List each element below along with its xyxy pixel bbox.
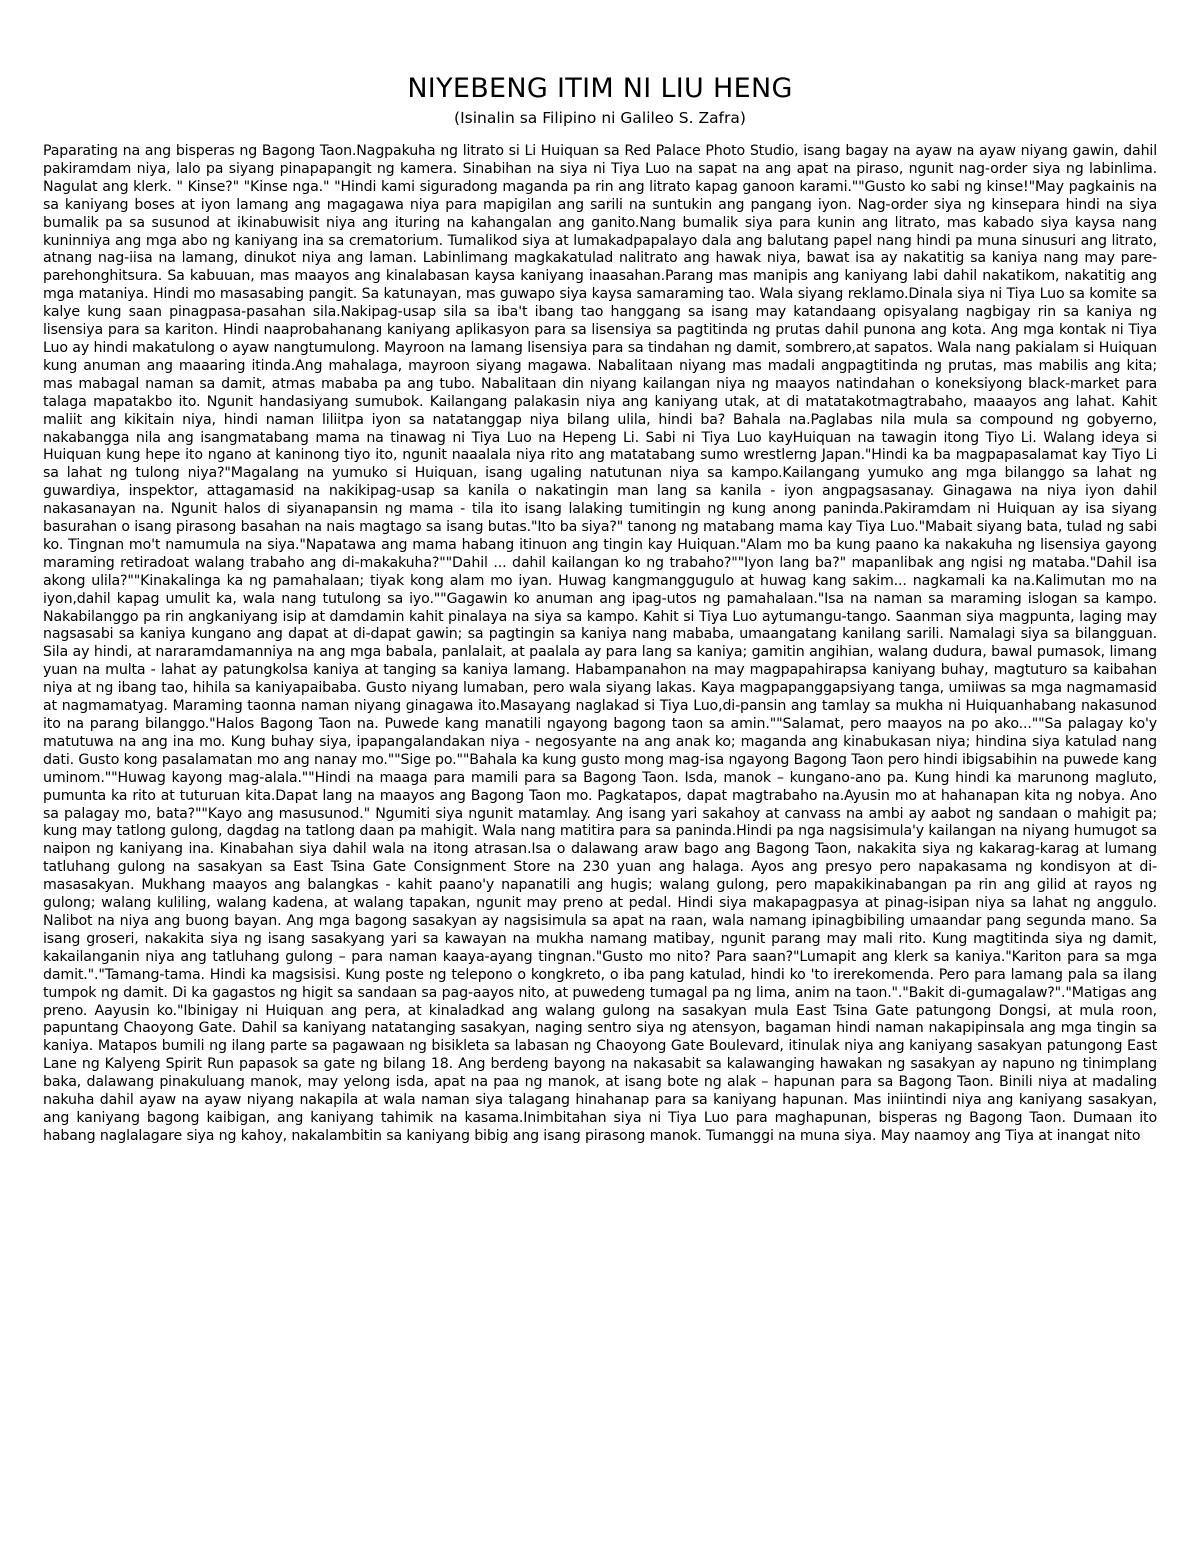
document-subtitle: (Isinalin sa Filipino ni Galileo S. Zafra) (454, 109, 746, 127)
document-page (43, 70, 1157, 1146)
body-paragraph: Paparating na ang bisperas ng Bagong Taon.Nagpakuha ng litrato si Li Huiquan sa Red Palace Photo Studio, isang bagay na ayaw na ayaw niyang gawin, dahil pakiramdam niya, lalo pa siyang pinapapangit ng kamera. Sinabihan na siya ni Tiya Luo na sapat na ang apat na piraso, ngunit nag-order siya ng labinlima. Nagulat ang klerk. " Kinse?" "Kinse nga." "Hindi kami siguradong maganda pa rin ang litrato kapag ganoon karami.""Gusto ko sabi ng kinse!"May pagkainis na sa kaniyang boses at iyon lamang ang magagawa niya para mapigilan ang sarili na suntukin ang pangang iyon. Nag-order siya ng kinsepara hindi na siya bumalik pa sa susunod at ikinabuwisit niya ang ituring na kahangalan ang ganito.Nang bumalik siya para kunin ang litrato, mas kabado siya kaysa nang kuninniya ang mga abo ng kaniyang ina sa crematorium. Tumalikod siya at lumakadpapalayo dala ang balutang papel nang hindi pa muna sinusuri ang litrato, atnang nag-iisa na lamang, dinukot niya ang laman. Labinlimang magkakatulad nalitrato ang hawak niya, bawat isa ay nakatitig sa kaniya nang may pare-parehonghitsura. Sa kabuuan, mas maayos ang kinalabasan kaysa kaniyang inaasahan.Parang mas manipis ang kaniyang labi dahil nakatikom, nakatitig ang mga mataniya. Hindi mo masasabing pangit. Sa katunayan, mas guwapo siya kaysa samaraming tao. Wala siyang reklamo.Dinala siya ni Tiya Luo sa komite sa kalye kung saan pinagpasa-pasahan sila.Nakipag-usap sila sa iba't ibang tao hanggang sa isang may katandaang opisyalang nagbigay rin sa kaniya ng lisensiya para sa kariton. Hindi naaprobahanang kaniyang aplikasyon para sa lisensiya sa pagtitinda ng prutas dahil punona ang kota. Ang mga kontak ni Tiya Luo ay hindi makatulong o ayaw nangtumulong. Mayroon na lamang lisensiya para sa tindahan ng damit, sombrero,at sapatos. Wala nang pakialam si Huiquan kung anuman ang maaaring itinda.Ang mahalaga, mayroon siyang magawa. Nabalitaan niyang mas madali angpagtitinda ng prutas, mas mabilis ang kita; mas mabagal naman sa damit, atmas mababa pa ang tubo. Nabalitaan din niyang kailangan niya ng maayos natindahan o koneksiyong black-market para talaga mapatakbo ito. Ngunit handasiyang sumubok. Kailangang palakasin niya ang kaniyang utak, at di matatakotmagtrabaho, maaayos ang lahat. Kahit maliit ang kikitain niya, hindi naman liliitpa iyon sa natatanggap niya bilang ulila, hindi ba? Bahala na.Paglabas nila mula sa compound ng gobyerno, nakabangga nila ang isangmatabang mama na tinawag ni Tiya Luo na Hepeng Li. Sabi ni Tiya Luo kayHuiquan na tawagin itong Tiyo Li. Walang ideya si Huiquan kung hepe ito ngano at kaninong tiyo ito, ngunit naaalala niya rito ang matatabang sumo wrestlerng Japan."Hindi ka ba magpapasalamat kay Tiyo Li sa lahat ng tulong niya?"Magalang na yumuko si Huiquan, isang ugaling natutunan niya sa kampo.Kailangang yumuko ang mga bilanggo sa lahat ng guwardiya, inspektor, attagamasid na nakikipag-usap sa kanila o nakatingin man lang sa kanila - iyon angpagsasanay. Ginagawa na niya iyon dahil nakasanayan na. Ngunit halos di siyanapansin ng mama - tila ito isang lalaking tumitingin ng kung anong paninda.Pakiramdam ni Huiquan ay isa siyang basurahan o isang pirasong basahan na nais magtago sa isang butas."Ito ba siya?" tanong ng matabang mama kay Tiya Luo."Mabait siyang bata, tulad ng sabi ko. Tingnan mo't namumula na siya."Napatawa ang mama habang itinuon ang tingin kay Huiquan."Alam mo ba kung paano ka nakakuha ng lisensiya gayong maraming retiradoat walang trabaho ang di-makakuha?""Dahil ... dahil kailangan ko ng trabaho?""Iyon lang ba?" mapanlibak ang ngisi ng mataba."Dahil isa akong ulila?""Kinakalinga ka ng pamahalaan; tiyak kong alam mo iyan. Huwag kangmanggugulo at huwag kang sakim... nagkamali ka na.Kalimutan mo na iyon,dahil kapag umulit ka, wala nang tutulong sa iyo.""Gagawin ko anuman ang ipag-utos ng pamahalaan."Isa na naman sa maraming islogan sa kampo. Nakabilanggo pa rin angkaniyang isip at damdamin kahit pinalaya na siya sa kampo. Kahit si Tiya Luo aytumangu-tango. Saanman siya magpunta, laging may nagsasabi sa kaniya kungano ang dapat at di-dapat gawin; sa pagtingin sa kaniya nang mababa, umaangatang kanilang sarili. Namalagi siya sa bilangguan. Sila ay hindi, at nararamdamanniya na ang mga babala, panlalait, at paalala ay para lang sa kaniya; gamitin angihian, walang dudura, bawal pumasok, limang yuan na multa - lahat ay patungkolsa kaniya at tanging sa kaniya lamang. Habampanahon na may magpapahirapsa kaniyang buhay, magtuturo sa kaibahan niya at ng ibang tao, hihila sa kaniyapaibaba. Gusto niyang lumaban, pero wala siyang lakas. Kaya magpapanggapsiyang tanga, umiiwas sa mga nagmamasid at nagmamatyag. Maraming taonna naman niyang ginagawa ito.Masayang naglakad si Tiya Luo,di-pansin ang tamlay sa mukha ni Huiquanhabang nakasunod ito na parang bilanggo."Halos Bagong Taon na. Puwede kang manatili ngayong bagong taon sa amin.""Salamat, pero maayos na po ako...""Sa palagay ko'y matutuwa na ang ina mo. Kung buhay siya, ipapangalandakan niya - negosyante na ang anak ko; maganda ang kinabukasan niya; hindina siya katulad nang dati. Gusto kong pasalamatan mo ang nanay mo.""Sige po.""Bahala ka kung gusto mong mag-isa ngayong Bagong Taon pero hindi ibigsabihin na puwede kang uminom.""Huwag kayong mag-alala.""Hindi na maaga para mamili para sa Bagong Taon. Isda, manok – kungano-ano pa. Kung hindi ka marunong magluto, pumunta ka rito at tuturuan kita.Dapat lang na maayos ang Bagong Taon mo. Pagkatapos, dapat magtrabaho na.Ayusin mo at hahanapan kita ng nobya. Ano sa palagay mo, bata?""Kayo ang masusunod." Ngumiti siya ngunit matamlay. Ang isang yari sakahoy at canvass na ambi ay aabot ng sandaan o mahigit pa; kung may tatlong gulong, dagdag na tatlong daan pa mahigit. Wala nang matitira para sa paninda.Hindi pa nga nagsisimula'y kailangan na niyang humugot sa naipon ng kaniyang ina. Kinabahan siya dahil wala na itong atrasan.Isa o dalawang araw bago ang Bagong Taon, nakakita siya ng kakarag-karag at lumang tatluhang gulong na sasakyan sa East Tsina Gate Consignment Store na 230 yuan ang halaga. Ayos ang presyo pero napakasama ng kondisyon at di-masasakyan. Mukhang maayos ang balangkas - kahit paano'y napanatili ang hugis; walang gulong, pero mapakikinabangan pa rin ang gilid at rayos ng gulong; walang kuliling, walang kadena, at walang tapakan, ngunit may preno at pedal. Hindi siya makapagpasya at pinag-isipan niya sa lahat ng anggulo. Nalibot na niya ang buong bayan. Ang mga bagong sasakyan ay nagsisimula sa apat na raan, wala namang ipinagbibiling umaandar pang segunda mano. Sa isang groseri, nakakita siya ng isang sasakyang yari sa kawayan na mukha namang matibay, ngunit parang may mali rito. Kung magtitinda siya ng damit, kakailanganin niya ang tatluhang gulong – para naman kaaya-ayang tingnan."Gusto mo nito? Para saan?"Lumapit ang klerk sa kaniya."Kariton para sa mga damit."."Tamang-tama. Hindi ka magsisisi. Kung poste ng telepono o kongkreto, o iba pang katulad, hindi ko 'to irerekomenda. Pero para lamang pala sa ilang tumpok ng damit. Di ka gagastos ng higit sa sandaan sa pag-aayos nito, at puwedeng tumagal pa ng lima, anim na taon."."Bakit di-gumagalaw?"."Matigas ang preno. Aayusin ko."Ibinigay ni Huiquan ang pera, at kinaladkad ang walang gulong na sasakyan mula East Tsina Gate patungong Dongsi, at mula roon, papuntang Chaoyong Gate. Dahil sa kaniyang natatanging sasakyan, naging sentro siya ng atensyon, bagaman hindi naman nakapipinsala ang mga tingin sa kaniya. Matapos bumili ng ilang parte sa pagawaan ng bisikleta sa labasan ng Chaoyong Gate Boulevard, itinulak niya ang kaniyang sasakyan patungong East Lane ng Kalyeng Spirit Run papasok sa gate ng bilang 18. Ang berdeng bayong na nakasabit sa kalawanging hawakan ng sasakyan ay napuno ng tinimplang baka, dalawang pinakuluang manok, may yelong isda, apat na paa ng manok, at isang bote ng alak – hapunan para sa Bagong Taon. Binili niya at madaling nakuha dahil ayaw na ayaw niyang nakapila at wala naman siya talagang hinahanap para sa kaniyang hapunan. Mas iniintindi niya ang kaniyang sasakyan, ang kaniyang bagong kaibigan, ang kaniyang tahimik na kasama.Inimbitahan siya ni Tiya Luo para maghapunan, bisperas ng Bagong Taon. Dumaan ito habang naglalagare siya ng kahoy, nakalambitin sa kaniyang bibig ang isang pirasong manok. Tumanggi na muna siya. May naamoy ang Tiya at inangat nito (43, 143, 1157, 1144)
document-title: NIYEBENG ITIM NI LIU HENG (407, 73, 793, 104)
